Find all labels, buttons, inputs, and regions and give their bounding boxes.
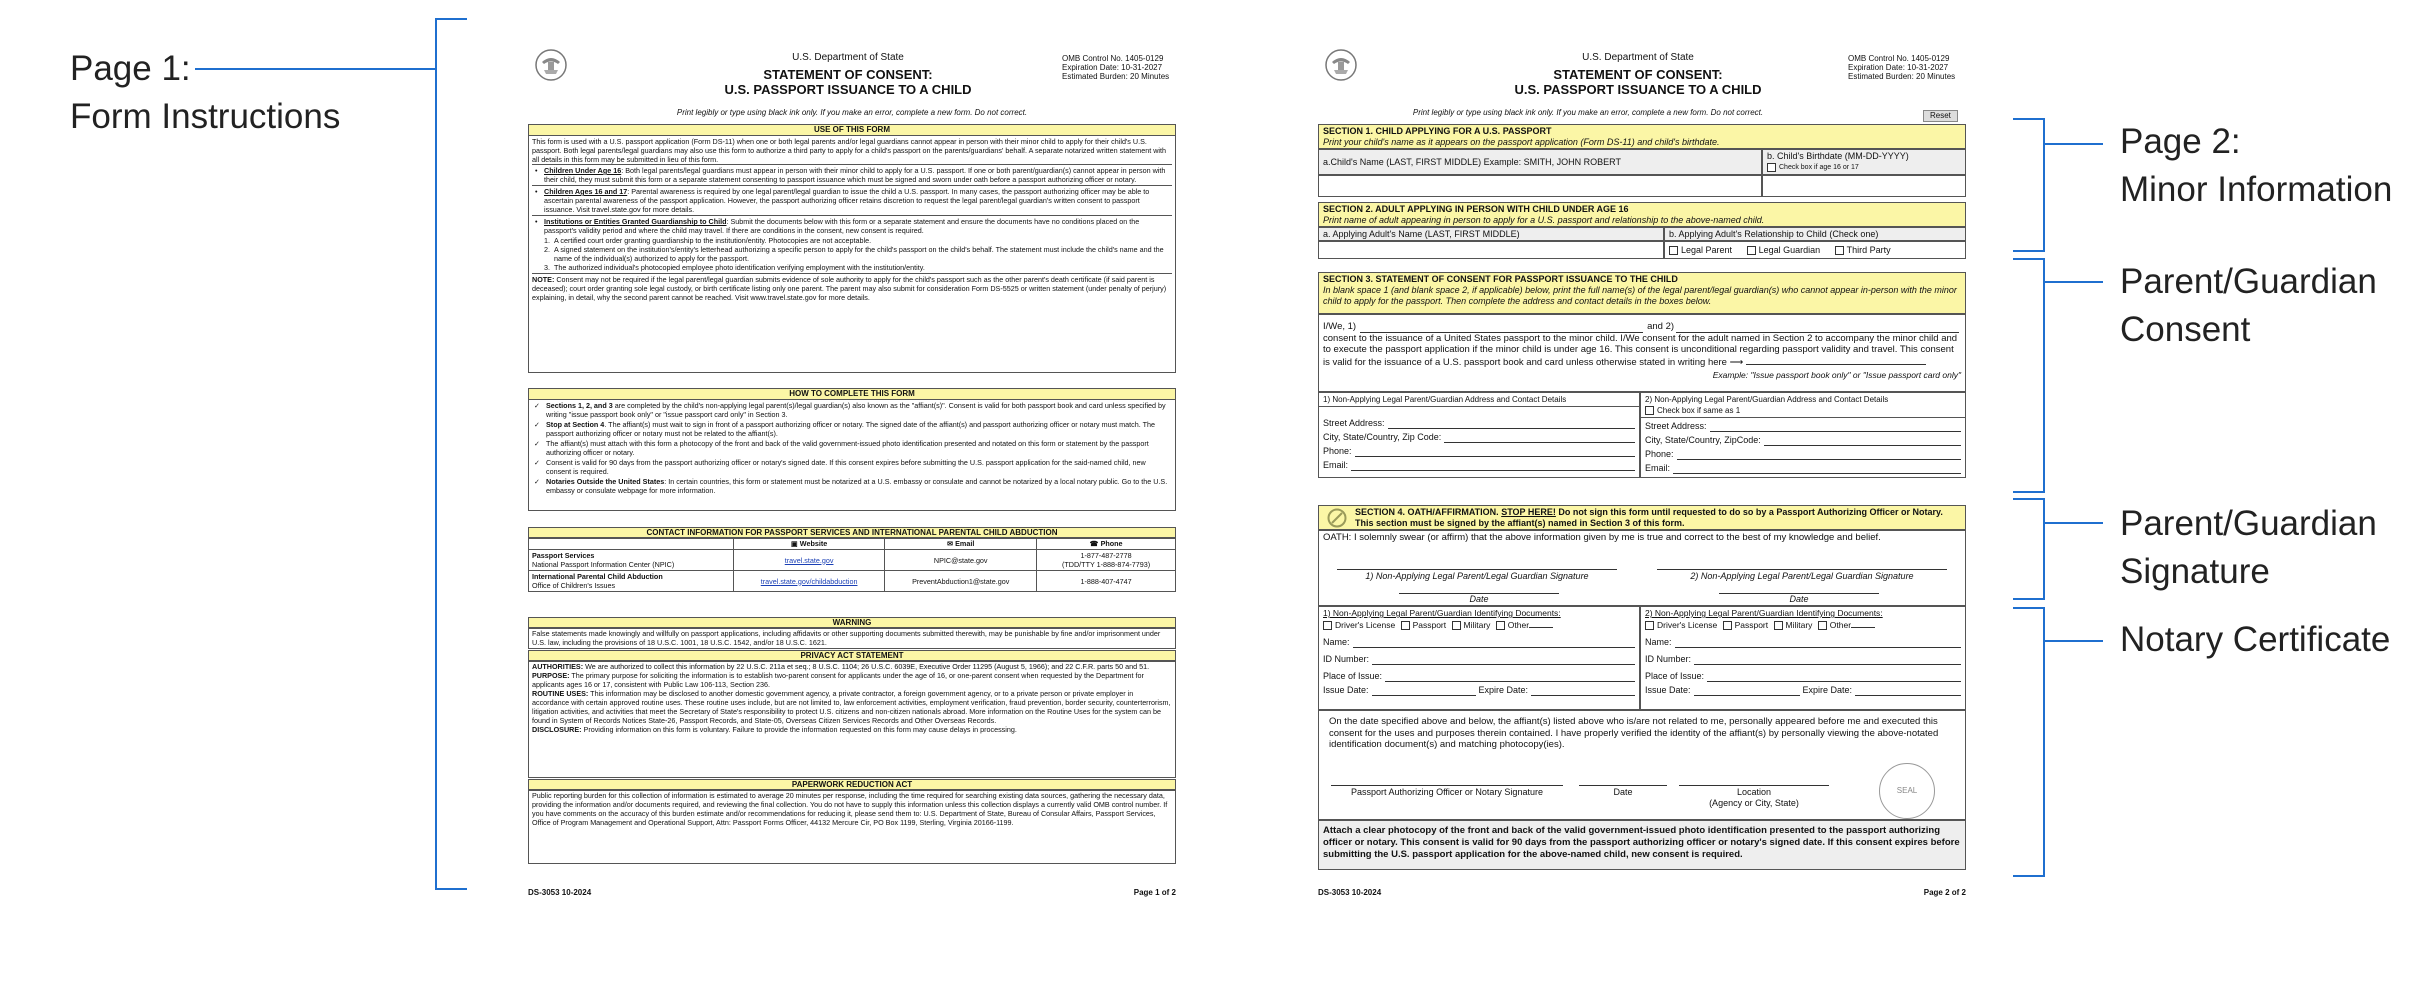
attach-notice: Attach a clear photocopy of the front and back of the valid government-issued photo identification presented to the passport authorizing officer or notary. This consent is valid for 90 days from the passport authorizing officer or notary's signed date. If this consent expires before submitting the U.S. passport application for the above-named child, new consent is required.	[1318, 820, 1966, 870]
use-intro: This form is used with a U.S. passport application (Form DS-11) when one or both legal parents and/or legal guardians cannot appear in person with their minor child to apply for their child's U.S. passport. Both legal parents/legal guardians may also use this form to authorize a third party to apply for a child's passport on the parents/guardians' behalf. A separate notarized written statement with all details in this form may be submitted in lieu of this form.	[532, 137, 1167, 164]
signature1-line[interactable]	[1337, 569, 1617, 570]
omb-burden: Estimated Burden: 20 Minutes	[1848, 72, 1956, 81]
parent2-phone[interactable]: Phone:	[1645, 449, 1961, 460]
page1-form-number: DS-3053 10-2024	[528, 888, 592, 897]
how-to-body	[528, 399, 1176, 511]
how-item-heading: Stop at Section 4	[546, 420, 605, 429]
how-item-text: are completed by the child's non-applying legal parent(s)/legal guardian(s) also known as the "affiant(s)". Consent is valid for both passport book and card unless specified by writing "issue passport book only" or "issue passport card only" in Section 3.	[546, 401, 1166, 419]
legal-parent-checkbox[interactable]	[1669, 246, 1678, 255]
abduction-website-link[interactable]: travel.state.gov/childabduction	[760, 576, 858, 586]
section2-header	[1318, 202, 1966, 227]
bracket-signature-tick	[2045, 522, 2103, 524]
affiant1-input[interactable]	[1360, 324, 1643, 333]
page-2	[1318, 46, 1966, 896]
bracket-notary-bottom	[2013, 875, 2045, 877]
abduction-phone: 1-888-407-4747	[1037, 571, 1176, 592]
other-checkbox[interactable]	[1818, 621, 1827, 630]
age1617-heading: Children Ages 16 and 17	[544, 187, 628, 196]
callout-consent	[2120, 258, 2377, 354]
parent2-id-title: 2) Non-Applying Legal Parent/Guardian Identifying Documents:	[1645, 608, 1883, 618]
privacy-routine-heading: ROUTINE USES:	[532, 689, 589, 698]
legal-guardian-option[interactable]: Legal Guardian	[1747, 245, 1821, 255]
bracket-minor-bottom	[2013, 250, 2045, 252]
affiant2-label: and 2)	[1647, 321, 1675, 332]
child-name-input[interactable]	[1318, 175, 1762, 197]
notary-seal: SEAL	[1879, 763, 1935, 819]
note-text: Consent may not be required if the legal parent/legal guardian submits evidence of sole authority to apply for the child's passport such as the other parent's death certificate (if said parent is deceased); court order granting sole legal custody, or birth certificate listing only one parent. The parent may also submit for consideration Form DS-5525 or written statement (under penalty of perjury) explaining, in detail, why the second parent cannot be reached. Visit www.travel.state.gov for more details.	[532, 275, 1167, 302]
date2-label: Date	[1789, 594, 1809, 604]
bracket-signature-top	[2013, 498, 2045, 500]
institution-item: A signed statement on the institution's/entity's letterhead authorizing a specific person to apply for the child's passport on the child's behalf. The statement must include the child's name and the name of the individual(s) authorized to apply for the passport.	[554, 245, 1164, 263]
institution-heading: Institutions or Entities Granted Guardianship to Child	[544, 217, 727, 226]
affiant1-label: I/We, 1)	[1323, 321, 1357, 332]
notary-signature-label: Passport Authorizing Officer or Notary Signature	[1351, 787, 1543, 797]
use-form-body: This form is used with a U.S. passport application (Form DS-11) when one or both legal parents and/or legal guardians cannot appear in person with their minor child to apply for their child's U.S. passport. Both legal parents/legal guardians may also use this form to authorize a third party to apply for a child's passport on the parents/guardians' behalf. A separate notarized written statement with all details in this form may be submitted in lieu of this form. • Children Under Age 16: Both legal parents/legal guardians must appear in person with their minor child to apply for a U.S. passport. If one or both parent/guardian(s) cannot appear in person with their child, they must submit this form or a separate statement consenting to passport issuance which must be signed and sworn under oath before a passport authorizing officer or notary. • Children Ages 16 and 17: Parental awareness is required by one legal parent/legal guardian to issue the child a U.S. passport. In many cases, the passport authorizing officer may be able to ascertain parental awareness of the passport application. However, the passport authorizing officer retains discretion to request the legal parent/legal guardian's written consent to passport issuance. Visit travel.state.gov for more details. • Institutions or Entities Granted Guardianship to Child: Submit the documents below with this form or a separate statement and ensure the documents have no conditions placed on the passport's validity period and where the child may travel. If there are conditions in the consent, new consent is required. 1. A certified court order granting guardianship to the institution/entity. Photocopies are not acceptable. 2. A signed statement on the institution's/entity's letterhead authorizing a specific person to apply for the child's passport on the child's behalf. The statement must include the child's name and the name of the individual(s) authorized to apply for the passport. 3. The authorized individual's photocopied employee photo identification verifying employment with the institution/entity. NOTE: Consent may not be required if the legal parent/legal guardian submits evidence of sole authority to apply for the child's passport such as the other parent's death certificate (if said parent is deceased); court order granting sole legal custody, or birth certificate listing only one parent. The parent may also submit for consideration Form DS-5525 or written statement (under penalty of perjury) explaining, in detail, why the second parent cannot be reached. Visit www.travel.state.gov for more details.	[528, 135, 1176, 373]
callout-minor-info-title: Page 2:	[2120, 122, 2241, 161]
passport-website-link[interactable]: travel.state.gov	[784, 555, 834, 565]
parent1-phone[interactable]: Phone:	[1323, 446, 1635, 457]
omb-control: OMB Control No. 1405-0129	[1062, 54, 1164, 63]
child-birthdate-title: b. Child's Birthdate (MM-DD-YYYY)	[1767, 151, 1909, 161]
bracket-notary	[2043, 607, 2045, 877]
page1-page-number: Page 1 of 2	[1133, 888, 1176, 897]
signature1-label: 1) Non-Applying Legal Parent/Legal Guardian Signature	[1365, 571, 1589, 581]
page1-title2: U.S. PASSPORT ISSUANCE TO A CHILD	[724, 82, 972, 97]
section1-instruction: Print your child's name as it appears on the passport application (Form DS-11) and child's birthdate.	[1323, 137, 1720, 147]
passport-email: NPIC@state.gov	[885, 550, 1037, 571]
parent1-id-place[interactable]: Place of Issue:	[1323, 671, 1635, 682]
callout-bracket	[435, 18, 437, 890]
parent2-address-block	[1640, 392, 1966, 478]
third-party-checkbox[interactable]	[1835, 246, 1844, 255]
how-item-text: The affiant(s) must attach with this form a photocopy of the front and back of the valid government-issued photo identification presented and notated on this form or statement by the passport authorizing officer or notary.	[546, 439, 1149, 457]
page1-title1: STATEMENT OF CONSENT:	[763, 67, 933, 82]
consent-statement	[1318, 314, 1966, 392]
legal-guardian-checkbox[interactable]	[1747, 246, 1756, 255]
bracket-consent	[2043, 258, 2045, 493]
contact-col-phone: ☎ Phone	[1037, 538, 1176, 550]
contact-row: International Parental Child Abduction Office of Children's Issues travel.state.gov/childabduction PreventAbduction1@state.gov 1-888-407-4747	[529, 571, 1176, 592]
military-checkbox[interactable]	[1452, 621, 1461, 630]
oath-text: OATH: I solemnly swear (or affirm) that the above information given by me is true and correct to the best of my knowledge and belief.	[1323, 532, 1881, 543]
reset-button[interactable]: Reset	[1923, 110, 1958, 122]
parent1-id-block: 1) Non-Applying Legal Parent/Guardian Identifying Documents: Driver's License Passport Military Other Name: ID Number: Place of Issue: Issue Date: Expire Date:	[1318, 606, 1640, 710]
applying-adult-name-label: a. Applying Adult's Name (LAST, FIRST MIDDLE)	[1318, 227, 1664, 241]
privacy-authorities-heading: AUTHORITIES:	[532, 662, 584, 671]
parent1-address-title: 1) Non-Applying Legal Parent/Guardian Address and Contact Details	[1319, 394, 1639, 407]
parent2-city[interactable]: City, State/Country, ZipCode:	[1645, 435, 1961, 446]
notary-date-line[interactable]	[1579, 785, 1667, 786]
warning-body: False statements made knowingly and willfully on passport applications, including affidavits or other supporting documents submitted therewith, may be punishable by fine and/or imprisonment under U.S. law, including the provisions of 18 U.S.C. 1001, 18 U.S.C. 1542, and/or 18 U.S.C. 1621.	[528, 627, 1176, 649]
contact-col-email: ✉ Email	[885, 538, 1037, 550]
paperwork-header: PAPERWORK REDUCTION ACT	[528, 779, 1176, 791]
bracket-consent-tick	[2045, 281, 2103, 283]
parent2-address-title: 2) Non-Applying Legal Parent/Guardian Address and Contact Details	[1645, 395, 1889, 404]
section3-instruction: In blank space 1 (and blank space 2, if applicable) below, print the full name(s) of the legal parent/legal guardian(s) who cannot appear in-person with the minor child to apply for the passport. Then complete the address and contact details in the boxes below.	[1323, 285, 1957, 306]
notary-location-line[interactable]	[1679, 785, 1829, 786]
institution-item: A certified court order granting guardianship to the institution/entity. Photocopies are not acceptable.	[554, 236, 872, 245]
bracket-minor-tick	[2045, 143, 2103, 145]
section1-header	[1318, 124, 1966, 149]
oath-block	[1318, 530, 1966, 606]
omb-control: OMB Control No. 1405-0129	[1848, 54, 1950, 63]
callout-notary-title: Notary Certificate	[2120, 620, 2391, 659]
military-checkbox[interactable]	[1774, 621, 1783, 630]
contact-header: CONTACT INFORMATION FOR PASSPORT SERVICES AND INTERNATIONAL PARENTAL CHILD ABDUCTION	[528, 527, 1176, 539]
applying-adult-name-input[interactable]	[1318, 241, 1664, 259]
section4-header	[1318, 505, 1966, 530]
callout-minor-info-subtitle: Minor Information	[2120, 170, 2393, 209]
omb-expiration: Expiration Date: 10-31-2027	[1848, 63, 1949, 72]
signature2-label: 2) Non-Applying Legal Parent/Legal Guardian Signature	[1690, 571, 1914, 581]
section4-text: Do not sign this form until requested to do so by a Passport Authorizing Officer or Notary. This section must be signed by the affiant(s) named in Section 3 of this form.	[1355, 507, 1943, 528]
notary-location-label: Location (Agency or City, State)	[1709, 787, 1799, 808]
parent2-id-block: 2) Non-Applying Legal Parent/Guardian Identifying Documents: Driver's License Passport Military Other Name: ID Number: Place of Issue: Issue Date: Expire Date:	[1640, 606, 1966, 710]
section4-stop: STOP HERE!	[1501, 507, 1556, 517]
passport-checkbox[interactable]	[1401, 621, 1410, 630]
notary-block	[1318, 710, 1966, 820]
notary-signature-line[interactable]	[1331, 785, 1563, 786]
paperwork-body: Public reporting burden for this collection of information is estimated to average 20 minutes per response, including the time required for searching existing data sources, gathering the necessary data, providing the information and/or documents required, and reviewing the final collection. You do not have to supply this information unless this collection displays a currently valid OMB control number. If you have comments on the accuracy of this burden estimate and/or recommendations for reducing it, please send them to: U.S. Department of State, Bureau of Consular Affairs, Passport Services, Office of Program Management and Operational Support, Attn: Passport Forms Officer, 44132 Mercure Cir, PO Box 1199, Sterling, Virginia 20166-1199.	[528, 789, 1176, 864]
parent1-id-title: 1) Non-Applying Legal Parent/Guardian Identifying Documents:	[1323, 608, 1561, 618]
parent2-id-place[interactable]: Place of Issue:	[1645, 671, 1961, 682]
bracket-minor	[2043, 118, 2045, 252]
parent2-street[interactable]: Street Address:	[1645, 421, 1961, 432]
warning-header: WARNING	[528, 617, 1176, 629]
section3-header	[1318, 272, 1966, 314]
relationship-label: b. Applying Adult's Relationship to Child (Check one)	[1664, 227, 1966, 241]
page2-title1: STATEMENT OF CONSENT:	[1553, 67, 1723, 82]
section2-instruction: Print name of adult appearing in person to apply for a U.S. passport and relationship to the above-named child.	[1323, 215, 1765, 225]
under16-heading: Children Under Age 16	[544, 166, 622, 175]
bracket-notary-top	[2013, 607, 2045, 609]
privacy-purpose-heading: PURPOSE:	[532, 671, 570, 680]
section2-title: SECTION 2. ADULT APPLYING IN PERSON WITH CHILD UNDER AGE 16	[1323, 204, 1629, 214]
contact-table	[528, 537, 1176, 592]
callout-signature-title: Parent/Guardian	[2120, 504, 2377, 543]
bracket-consent-top	[2013, 258, 2045, 260]
privacy-body: AUTHORITIES: We are authorized to collect this information by 22 U.S.C. 211a et seq.; 8 U.S.C. 1104; 26 U.S.C. 6039E, Executive Order 11295 (August 5, 1966); and 22 C.F.R. parts 50 and 51. PURPOSE: The primary purpose for soliciting the information is to establish two-parent consent for applicants under the age of 16, or one-parent consent when requested by the Department for applicants ages 16 or 17, consistent with Public Law 106-113, Section 236. ROUTINE USES: This information may be disclosed to another domestic government agency, a private contractor, a foreign government agency, or to a private person or private employer in accordance with certain approved routine uses. These routine uses include, but are not limited to, law enforcement activities, employment verification, fraud prevention, border security, counterterrorism, litigation activities, and activities that meet the Secretary of State's responsibility to protect U.S. citizens and non-citizen nationals abroad. More information on the Routine Uses for the system can be found in System of Records Notices State-26, Passport Records, and State-05, Overseas Citizen Services Records and Other Overseas Records. DISCLOSURE: Providing information on this form is voluntary. Failure to provide the information requested on this form may cause delays in processing.	[528, 660, 1176, 778]
how-item-heading: Sections 1, 2, and 3	[546, 401, 613, 410]
relationship-options	[1664, 241, 1966, 259]
bracket-consent-bottom	[2013, 491, 2045, 493]
consent-body: consent to the issuance of a United States passport to the minor child. I/We consent for the adult named in Section 2 to accompany the minor child and to execute the passport application if the minor child is under age 16. This consent is unconditional regarding passport validity and travel. This consent is valid for the issuance of a U.S. passport book and card unless otherwise stated in writing here	[1323, 332, 1958, 368]
legal-parent-option[interactable]: Legal Parent	[1669, 245, 1732, 255]
notary-date-label: Date	[1613, 787, 1633, 797]
state-seal-icon	[1324, 48, 1358, 82]
callout-bracket-bottom	[435, 888, 467, 890]
page-1	[528, 46, 1176, 896]
age1617-text: : Parental awareness is required by one legal parent/legal guardian to issue the child a U.S. passport. In many cases, the passport authorizing officer may be able to ascertain parental awareness of the passport application. However, the passport authorizing officer retains discretion to request the legal parent/legal guardian's written consent to passport issuance. Visit travel.state.gov for more details.	[544, 187, 1150, 214]
page2-form-number: DS-3053 10-2024	[1318, 888, 1382, 897]
drivers-license-checkbox[interactable]	[1645, 621, 1654, 630]
affiant2-input[interactable]	[1676, 324, 1959, 333]
parent1-street[interactable]: Street Address:	[1323, 418, 1635, 429]
age-16-17-checkbox[interactable]	[1767, 163, 1776, 172]
parent1-email[interactable]: Email:	[1323, 460, 1635, 471]
page2-dept: U.S. Department of State	[1582, 52, 1694, 63]
parent1-id-name[interactable]: Name:	[1323, 637, 1635, 648]
omb-expiration: Expiration Date: 10-31-2027	[1062, 63, 1163, 72]
how-to-header: HOW TO COMPLETE THIS FORM	[528, 388, 1176, 400]
institution-item: The authorized individual's photocopied employee photo identification verifying employment with the institution/entity.	[554, 263, 925, 272]
other-checkbox[interactable]	[1496, 621, 1505, 630]
consent-example: Example: "Issue passport book only" or "Issue passport card only"	[1712, 370, 1961, 380]
parent2-id-number[interactable]: ID Number:	[1645, 654, 1961, 665]
callout-signature	[2120, 500, 2377, 596]
how-item-text: : In certain countries, this form or statement must be notarized at a U.S. embassy or consulate and cannot be notarized by a local notary public. Go to the U.S. embassy or consulate webpage for more information.	[546, 477, 1168, 495]
parent1-id-dates[interactable]: Issue Date: Expire Date:	[1323, 685, 1635, 696]
drivers-license-checkbox[interactable]	[1323, 621, 1332, 630]
notary-text: On the date specified above and below, the affiant(s) listed above who is/are not related to me, personally appeared before me and executed this consent for the uses and purposes therein contained. I have properly verified the identity of the affiant(s) by personally viewing the above-notated identification document(s) and matching photocopy(ies).	[1329, 716, 1939, 750]
page1-omb	[1062, 54, 1169, 81]
how-item-heading: Notaries Outside the United States	[546, 477, 665, 486]
omb-burden: Estimated Burden: 20 Minutes	[1062, 72, 1170, 81]
date1-label: Date	[1469, 594, 1489, 604]
page1-header	[678, 52, 1018, 97]
how-item-text: Consent is valid for 90 days from the passport authorizing officer or notary's signed date. If this consent expires before submitting the U.S. passport application for the said-named child, new consent is required.	[546, 458, 1146, 476]
callout-page1	[70, 45, 340, 141]
page2-omb	[1848, 54, 1955, 81]
child-birthdate-label	[1762, 149, 1966, 175]
institution-text: : Submit the documents below with this form or a separate statement and ensure the documents have no conditions placed on the passport's validity period and where the child may travel. If there are conditions in the consent, new consent is required.	[544, 217, 1140, 235]
how-item-text: . The affiant(s) must wait to sign in front of a passport authorizing officer or notary. The signed date of the affiant(s) and passport authorizing officer or notary must match. The passport authorizing officer or notary must not be related to the affiant(s).	[546, 420, 1155, 438]
age-16-17-label: Check box if age 16 or 17	[1779, 164, 1859, 171]
bracket-notary-tick	[2045, 640, 2103, 642]
page1-instruction: Print legibly or type using black ink only. If you make an error, complete a new form. Do not correct.	[676, 108, 1028, 117]
stop-icon	[1327, 508, 1347, 528]
third-party-option[interactable]: Third Party	[1835, 245, 1891, 255]
callout-notary	[2120, 616, 2390, 664]
parent2-id-name[interactable]: Name:	[1645, 637, 1961, 648]
same-as-1-label: Check box if same as 1	[1657, 406, 1741, 415]
callout-consent-subtitle: Consent	[2120, 310, 2251, 349]
privacy-disclosure-heading: DISCLOSURE:	[532, 725, 582, 734]
signature2-line[interactable]	[1657, 569, 1947, 570]
note-heading: NOTE:	[532, 275, 555, 284]
page2-header	[1468, 52, 1808, 97]
parent2-email[interactable]: Email:	[1645, 463, 1961, 474]
bracket-signature	[2043, 498, 2045, 600]
callout-bracket-top	[435, 18, 467, 20]
parent1-id-number[interactable]: ID Number:	[1323, 654, 1635, 665]
page2-instruction: Print legibly or type using black ink only. If you make an error, complete a new form. Do not correct.	[1412, 108, 1764, 117]
under16-text: : Both legal parents/legal guardians must appear in person with their minor child to apply for a U.S. passport. If one or both parent/guardian(s) cannot appear in person with their child, they must submit this form or a separate statement consenting to passport issuance which must be signed and sworn under oath before a passport authorizing officer or notary.	[544, 166, 1166, 184]
bracket-minor-top	[2013, 118, 2045, 120]
bracket-signature-bottom	[2013, 598, 2045, 600]
passport-checkbox[interactable]	[1723, 621, 1732, 630]
contact-col-website: ▣ Website	[734, 538, 885, 550]
page1-dept: U.S. Department of State	[792, 52, 904, 63]
page2-title2: U.S. PASSPORT ISSUANCE TO A CHILD	[1514, 82, 1762, 97]
section1-title: SECTION 1. CHILD APPLYING FOR A U.S. PASSPORT	[1323, 126, 1552, 136]
arrow-icon: ⟶	[1729, 356, 1744, 368]
callout-signature-subtitle: Signature	[2120, 552, 2270, 591]
callout-consent-title: Parent/Guardian	[2120, 262, 2377, 301]
same-as-1-checkbox[interactable]	[1645, 406, 1654, 415]
callout-page1-title: Page 1:	[70, 49, 191, 88]
parent1-city[interactable]: City, State/Country, Zip Code:	[1323, 432, 1635, 443]
page2-page-number: Page 2 of 2	[1923, 888, 1966, 897]
contact-row: Passport Services National Passport Information Center (NPIC) travel.state.gov NPIC@state.gov 1-877-487-2778 (TDD/TTY 1-888-874-7793)	[529, 550, 1176, 571]
section4-title: SECTION 4. OATH/AFFIRMATION.	[1355, 507, 1499, 517]
consent-restriction-input[interactable]	[1746, 356, 1926, 365]
state-seal-icon	[534, 48, 568, 82]
child-birthdate-input[interactable]	[1762, 175, 1966, 197]
callout-minor-info	[2120, 118, 2392, 214]
parent2-id-dates[interactable]: Issue Date: Expire Date:	[1645, 685, 1961, 696]
callout-connector	[195, 68, 435, 70]
abduction-email: PreventAbduction1@state.gov	[885, 571, 1037, 592]
use-form-header: USE OF THIS FORM	[528, 124, 1176, 136]
child-name-label: a.Child's Name (LAST, FIRST MIDDLE) Example: SMITH, JOHN ROBERT	[1318, 149, 1762, 175]
callout-page1-subtitle: Form Instructions	[70, 97, 341, 136]
parent1-address-block	[1318, 392, 1640, 478]
section3-title: SECTION 3. STATEMENT OF CONSENT FOR PASSPORT ISSUANCE TO THE CHILD	[1323, 274, 1678, 284]
privacy-header: PRIVACY ACT STATEMENT	[528, 650, 1176, 662]
